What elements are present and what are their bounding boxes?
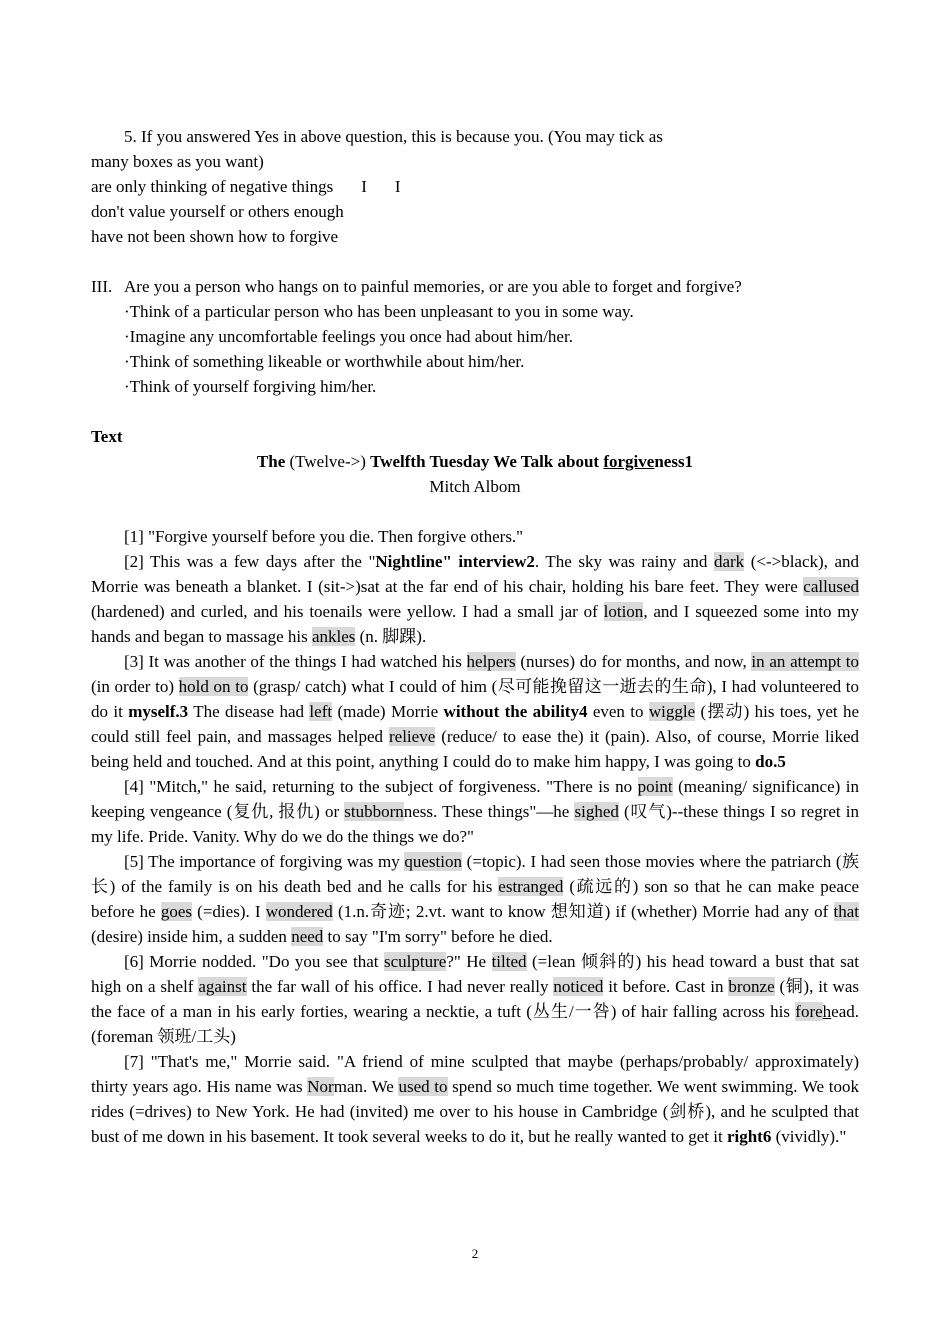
- article-title: The (Twelve->) Twelfth Tuesday We Talk about forgiveness1: [256, 452, 694, 471]
- section-3-question: [91, 274, 859, 299]
- highlighted-word: question: [404, 852, 462, 871]
- page-content: [91, 124, 859, 1149]
- spacer: [91, 249, 859, 274]
- q5-line2: many boxes as you want): [91, 152, 264, 171]
- highlighted-word: bronze: [728, 977, 775, 996]
- spacer: [91, 399, 859, 424]
- spacer: [91, 499, 859, 524]
- highlighted-word: in an attempt to: [751, 652, 859, 671]
- highlighted-word: wondered: [265, 902, 333, 921]
- q5-line1: 5. If you answered Yes in above question, this is because you. (You may tick as: [124, 127, 663, 146]
- highlighted-word: fore: [795, 1002, 823, 1021]
- highlighted-word: lotion: [603, 602, 644, 621]
- highlighted-word: tilted: [491, 952, 527, 971]
- highlighted-word: estranged: [498, 877, 564, 896]
- q5-option-text: are only thinking of negative things: [91, 177, 334, 196]
- highlighted-word: helpers: [466, 652, 516, 671]
- highlighted-word: stubborn: [344, 802, 404, 821]
- highlighted-word: goes: [160, 902, 192, 921]
- section-number: III.: [91, 277, 113, 296]
- highlighted-word: hold on to: [178, 677, 249, 696]
- paragraph-7: [7] "That's me," Morrie said. "A friend of mine sculpted that maybe (perhaps/probably/ approximately) thirty years ago. His name was Norman. We used to spend so much time together. We went swimming. We took rides (=drives) to New York. He had (invited) me over to his house in Cambridge (剑桥), and he sculpted that bust of me down in his basement. It took several weeks to do it, but he really wanted to get it right6 (vividly).": [91, 1052, 859, 1146]
- page-number: 2: [471, 1246, 479, 1261]
- highlighted-word: wiggle: [648, 702, 696, 721]
- section-question-text: Are you a person who hangs on to painful memories, or are you able to forget and forgive?: [124, 277, 742, 296]
- highlighted-word: point: [637, 777, 673, 796]
- text-section-label: Text: [91, 427, 123, 446]
- paragraph-3: [3] It was another of the things I had watched his helpers (nurses) do for months, and now, in an attempt to (in order to) hold on to (grasp/ catch) what I could of him (尽可能挽留这一逝去的生命), I had volunteered to do it myself.3 The disease had left (made) Morrie without the ability4 even to wiggle (摆动) his toes, yet he could still feel pain, and massages helped relieve (reduce/ to ease the) it (pain). Also, of course, Morrie liked being held and touched. And at this point, anything I could do to make him happy, I was going to do.5: [91, 652, 860, 771]
- highlighted-word: callused: [803, 577, 859, 596]
- paragraph-1: [1] "Forgive yourself before you die. Then forgive others.": [124, 527, 524, 546]
- q5-option: don't value yourself or others enough: [91, 202, 344, 221]
- q5-option: have not been shown how to forgive: [91, 227, 339, 246]
- bullet-item: ·Think of a particular person who has been unpleasant to you in some way.: [124, 302, 634, 321]
- highlighted-word: ankles: [311, 627, 356, 646]
- highlighted-word: against: [198, 977, 247, 996]
- checkbox-mark: I: [394, 177, 401, 196]
- paragraph-2: [2] This was a few days after the "Nightline" interview2. The sky was rainy and dark (<->black), and Morrie was beneath a blanket. I (sit->)sat at the far end of his chair, holding his bare feet. They were callused (hardened) and curled, and his toenails were yellow. I had a small jar of lotion, and I squeezed some into my hands and began to massage his ankles (n. 脚踝).: [91, 552, 859, 646]
- highlighted-word: need: [291, 927, 324, 946]
- article-author: Mitch Albom: [429, 477, 521, 496]
- highlighted-word: Nor: [307, 1077, 334, 1096]
- highlighted-word: noticed: [553, 977, 604, 996]
- highlighted-word: used to: [398, 1077, 448, 1096]
- bullet-item: ·Imagine any uncomfortable feelings you once had about him/her.: [124, 327, 573, 346]
- bullet-item: ·Think of yourself forgiving him/her.: [124, 377, 377, 396]
- highlighted-word: sighed: [574, 802, 619, 821]
- paragraph-5: [5] The importance of forgiving was my question (=topic). I had seen those movies where the patriarch (族长) of the family is on his death bed and he calls for his estranged (疏远的) son so that he can make peace before he goes (=dies). I wondered (1.n.奇迹; 2.vt. want to know 想知道) if (whether) Morrie had any of that (desire) inside him, a sudden need to say "I'm sorry" before he died.: [91, 852, 859, 946]
- highlighted-word: relieve: [389, 727, 436, 746]
- q5-option: [91, 174, 859, 199]
- highlighted-word: that: [833, 902, 859, 921]
- paragraph-4: [4] "Mitch," he said, returning to the subject of forgiveness. "There is no point (meaning/ significance) in keeping vengeance (复仇, 报仇) or stubbornness. These things"—he sighed (叹气)--these things I so regret in my life. Pride. Vanity. Why do we do the things we do?": [91, 777, 859, 846]
- paragraph-6: [6] Morrie nodded. "Do you see that sculpture?" He tilted (=lean 倾斜的) his head toward a bust that sat high on a shelf against the far wall of his office. I had never really noticed it before. Cast in bronze (铜), it was the face of a man in his early forties, wearing a necktie, a tuft (丛生/一咎) of hair falling across his forehead. (foreman 领班/工头): [91, 952, 859, 1046]
- highlighted-word: left: [309, 702, 333, 721]
- highlighted-word: dark: [713, 552, 745, 571]
- bullet-item: ·Think of something likeable or worthwhile about him/her.: [124, 352, 525, 371]
- highlighted-word: sculpture: [384, 952, 447, 971]
- checkbox-mark: I: [361, 177, 367, 196]
